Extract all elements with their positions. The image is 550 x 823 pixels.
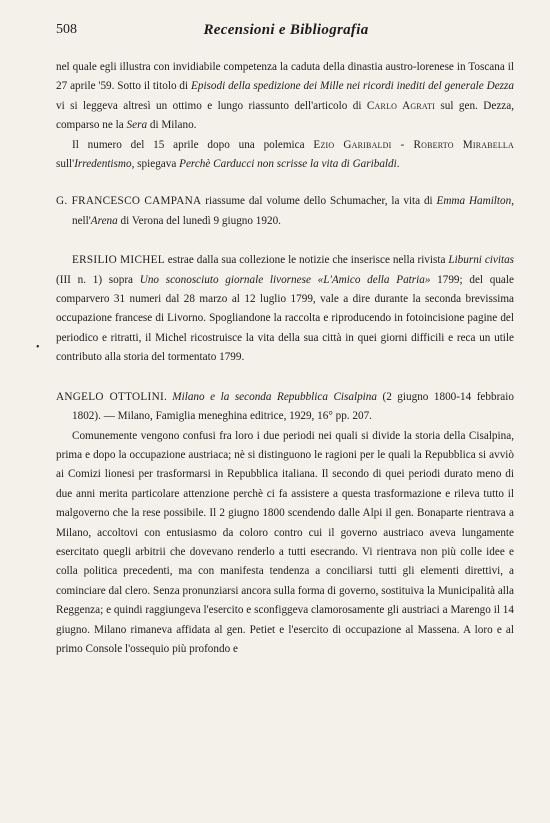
paragraph-garibaldi: Il numero del 15 aprile dopo una polemica Ezio Garibaldi - Roberto Mirabella sull'Irredentismo, spiegava Perchè Carducci non scrisse la vita di Garibaldi.: [56, 138, 514, 171]
margin-bullet: •: [36, 342, 40, 353]
page-number: 508: [56, 22, 77, 37]
page-body: [56, 58, 514, 659]
entry-author: ANGELO OTTOLINI: [56, 390, 164, 403]
review-paragraph: Comunemente vengono confusi fra loro i due periodi nei quali si divide la storia della Cisalpina, prima e dopo la occupazione austriaca; nè si distinguono le ragioni per le quali la Repubblica si avviò ai Comizi lionesi per trasformarsi in Repubblica italiana. Il secondo di quei periodi durato meno di due anni merita particolare attenzione perchè ci fa assistere a questa trasformazione e rileva tutto il malgoverno che la rese possibile. Il 2 giugno 1800 scendendo dalle Alpi il gen. Bonaparte rientrava a Milano, accoltovi con entusiasmo da coloro contro cui il governo austriaco aveva lungamente esercitato quegli arbitrii che dovevano renderlo a tutti esecrando. Vi rientrava non più colle idee e colla politica precedenti, ma con manifesta tendenza a conciliarsi tutti gli elementi direttivi, a cominciare dal clero. Senza pronunziarsi ancora sulla forma di governo, sostituiva la Municipalità alla Reggenza; e quindi raggiungeva l'esercito e sconfiggeva clamorosamente gli austriaci a Marengo il 14 giugno. Milano rimaneva affidata al gen. Petiet e l'esercito di occupazione al Massena. A loro e al primo Console l'ossequio più profondo e: [56, 429, 514, 655]
entry-author: ERSILIO MICHEL: [72, 254, 165, 267]
entry-campana: G. FRANCESCO CAMPANA riassume dal volume dello Schumacher, la vita di Emma Hamilton, nell'Arena di Verona del lunedì 9 giugno 1920.: [56, 195, 515, 227]
continued-paragraph: nel quale egli illustra con invidiabile competenza la caduta della dinastia austro-lorenese in Toscana il 27 aprile '59. Sotto il titolo di Episodi della spedizione dei Mille nei ricordi inediti del generale Dezza vi si leggeva altresì un ottimo e lungo riassunto dell'articolo di Carlo Agrati sul gen. Dezza, comparso ne la Sera di Milano.: [56, 61, 515, 132]
entry-michel: ERSILIO MICHEL estrae dalla sua collezione le notizie che inserisce nella rivista Liburni civitas (III n. 1) sopra Uno sconosciuto giornale livornese «L'Amico della Patria» 1799; del quale comparvero 31 numeri dal 28 marzo al 12 luglio 1799, vale a dire durante la seconda brevissima occupazione francese di Livorno. Spogliandone la raccolta e riproducendo in fotoincisione pagine del periodico e ritratti, il Michel ricostruisce la vita della sua città in quei giorni difficili e reca un utile contributo alla storia del tormentato 1799.: [56, 254, 515, 364]
page-header: [56, 22, 516, 42]
entry-author: G. FRANCESCO CAMPANA: [56, 195, 202, 208]
running-title: Recensioni e Bibliografia: [203, 22, 369, 38]
entry-ottolini: ANGELO OTTOLINI. Milano e la seconda Repubblica Cisalpina (2 giugno 1800-14 febbraio 1802). — Milano, Famiglia meneghina editrice, 1929, 16° pp. 207.: [56, 390, 514, 423]
